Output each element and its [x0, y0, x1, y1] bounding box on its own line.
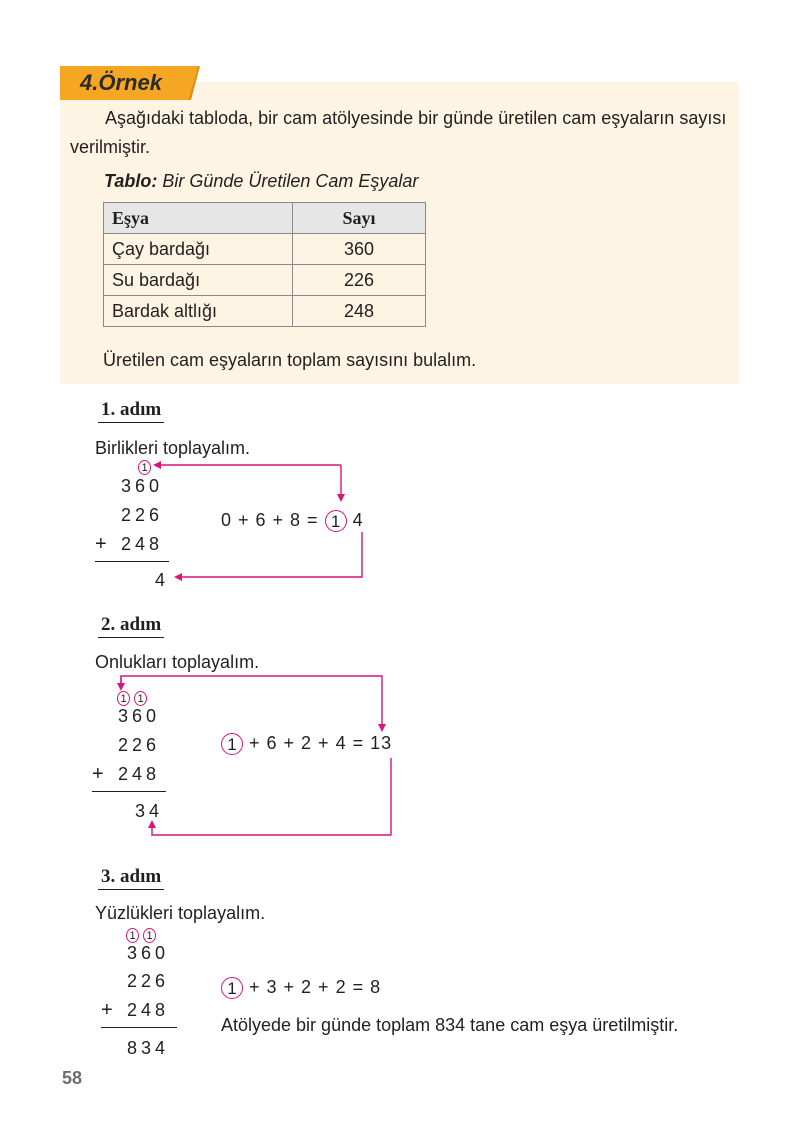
arrow-step-2-top — [121, 676, 382, 730]
step-3-desc: Yüzlükleri toplayalım. — [95, 903, 266, 923]
data-table — [103, 202, 426, 327]
table-row — [104, 234, 426, 265]
eq-carry-circle: 1 — [221, 977, 243, 999]
step-2-desc: Onlukları toplayalım. — [95, 652, 260, 672]
table-cell: 248 — [293, 296, 426, 327]
example-tag-label: 4.Örnek — [80, 70, 162, 95]
step-1-row: 360 — [121, 476, 164, 496]
table-cell: Su bardağı — [104, 265, 293, 296]
step-2-sum-line — [92, 791, 166, 792]
step-1-carry — [138, 458, 151, 476]
carry-circle: 1 — [138, 460, 151, 475]
eq-text: 0 + 6 + 8 = — [221, 510, 325, 530]
carry-circle: 1 — [143, 928, 156, 943]
step-1-row: 248 — [121, 534, 164, 554]
step-3-row: 248 — [127, 1000, 170, 1020]
step-1-equation — [221, 510, 364, 532]
step-1-desc: Birlikleri toplayalım. — [95, 438, 251, 458]
step-3-plus: + — [101, 999, 113, 1021]
arrow-step-1-result — [176, 532, 362, 577]
conclusion: Atölyede bir günde toplam 834 tane cam eşya üretilmiştir. — [221, 1015, 679, 1035]
eq-text: 4 — [346, 510, 364, 530]
question: Üretilen cam eşyaların toplam sayısını bulalım. — [103, 350, 477, 370]
step-3-title: 3. adım — [98, 866, 164, 890]
step-2-row: 248 — [118, 764, 161, 784]
table-caption-text: Bir Günde Üretilen Cam Eşyalar — [157, 171, 419, 191]
step-2-carry — [117, 689, 147, 707]
eq-carry-circle: 1 — [221, 733, 243, 755]
step-1-plus: + — [95, 533, 107, 555]
table-row — [104, 296, 426, 327]
table-cell: 360 — [293, 234, 426, 265]
table-caption — [104, 171, 418, 192]
page-number: 58 — [62, 1068, 83, 1088]
step-3-sum-line — [101, 1027, 177, 1028]
step-3-carry — [126, 926, 156, 944]
table-header-row — [104, 203, 426, 234]
eq-text: + 3 + 2 + 2 = 8 — [243, 977, 382, 997]
step-3-row: 226 — [127, 971, 170, 991]
carry-circle: 1 — [126, 928, 139, 943]
carry-circle: 1 — [117, 691, 130, 706]
step-3-equation — [221, 977, 381, 999]
arrow-step-2-bottom — [152, 758, 391, 835]
table-header: Sayı — [293, 203, 426, 234]
step-1-sum-line — [95, 561, 169, 562]
table-cell: 226 — [293, 265, 426, 296]
example-tag — [60, 66, 200, 100]
carry-circle: 1 — [134, 691, 147, 706]
table-cell: Çay bardağı — [104, 234, 293, 265]
table-row — [104, 265, 426, 296]
step-2-equation — [221, 733, 392, 755]
example-intro: Aşağıdaki tabloda, bir cam atölyesinde bir günde üretilen cam eşyaların sayısı verilmiştir. — [70, 108, 727, 157]
table-header: Eşya — [104, 203, 293, 234]
step-1-result: 4 — [155, 570, 170, 590]
step-3-row: 360 — [127, 943, 170, 963]
step-2-plus: + — [92, 763, 104, 785]
step-2-row: 360 — [118, 706, 161, 726]
step-2-result: 34 — [135, 801, 164, 821]
eq-text: + 6 + 2 + 4 = 13 — [243, 733, 393, 753]
table-cell: Bardak altlığı — [104, 296, 293, 327]
step-1-row: 226 — [121, 505, 164, 525]
step-2-row: 226 — [118, 735, 161, 755]
eq-carry-circle: 1 — [325, 510, 347, 532]
table-caption-bold: Tablo: — [104, 171, 158, 191]
step-2-title: 2. adım — [98, 614, 164, 638]
step-1-title: 1. adım — [98, 399, 164, 423]
step-3-result: 834 — [127, 1038, 170, 1058]
